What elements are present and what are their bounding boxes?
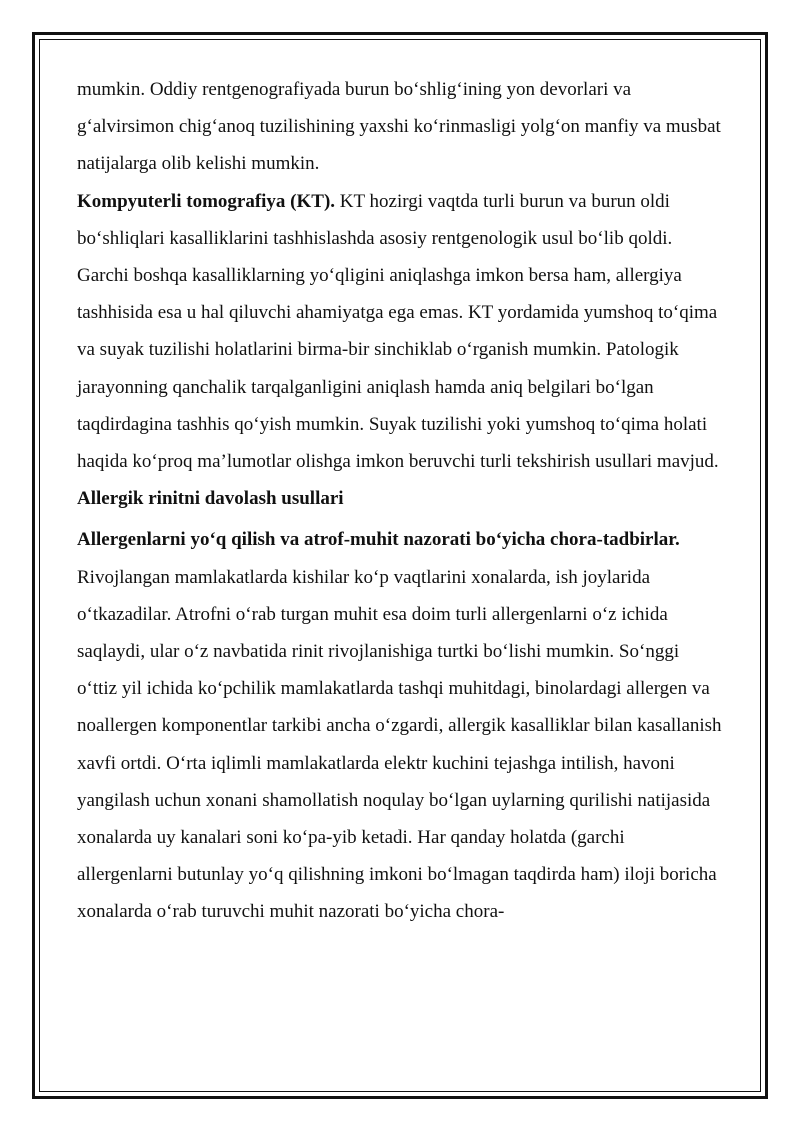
paragraph-ct <box>77 183 723 481</box>
paragraph-text: KT hozirgi vaqtda turli burun va burun oldi bo‘shliqlari kasalliklarini tashhislashda asosiy rentgenologik usul bo‘lib qoldi. Garchi boshqa kasalliklarning yo‘qligini aniqlashga imkon bersa ham, allergiya tashhisida esa u hal qiluvchi ahamiyatga ega emas. KT yordamida yumshoq to‘qima va suyak tuzilishi holatlarini birma-bir sinchiklab o‘rganish mumkin. Patologik jarayonning qanchalik tarqalganligini aniqlash hamda aniq belgilari bo‘lgan taqdirdagina tashhis qo‘yish mumkin. Suyak tuzilishi yoki yumshoq to‘qima holati haqida ko‘proq ma’lumotlar olishga imkon beruvchi turli tekshirish usullari mavjud. <box>77 190 719 473</box>
paragraph-lead-ct: Kompyuterli tomografiya (KT). <box>77 190 336 212</box>
document-body <box>77 71 723 931</box>
paragraph-allergen-control <box>77 521 723 930</box>
paragraph-text: mumkin. Oddiy rentgenografiyada burun bo‘shlig‘ining yon devorlari va g‘alvirsimon chig‘anoq tuzilishining yaxshi ko‘rinmasligi yolg‘on manfiy va musbat natijalarga olib kelishi mumkin. <box>77 79 721 175</box>
section-heading-treatment: Allergik rinitni davolash usullari <box>77 488 344 510</box>
paragraph-text: Rivojlangan mamlakatlarda kishilar ko‘p vaqtlarini xonalarda, ish joylarida o‘tkazadilar. Atrofni o‘rab turgan muhit esa doim turli allergenlarni o‘z ichida saqlaydi, ular o‘z navbatida rinit rivojlanishiga turtki bo‘lishi mumkin. So‘nggi o‘ttiz yil ichida ko‘pchilik mamlakatlarda tashqi muhitdagi, binolardagi allergen va noallergen komponentlar tarkibi ancha o‘zgardi, allergik kasalliklar bilan kasallanish xavfi ortdi. O‘rta iqlimli mamlakatlarda elektr kuchini tejashga intilish, havoni yangilash uchun xonani shamollatish noqulay bo‘lgan uylarning qurilishi natijasida xonalarda uy kanalari soni ko‘pa-yib ketadi. Har qanday holatda (garchi allergenlarni butunlay yo‘q qilishning imkoni bo‘lmagan taqdirda ham) iloji boricha xonalarda o‘rab turuvchi muhit nazorati bo‘yicha chora- <box>77 566 722 923</box>
paragraph-radiography <box>77 71 723 183</box>
paragraph-lead-allergen-control: Allergenlarni yo‘q qilish va atrof-muhit nazorati bo‘yicha chora-tadbirlar. <box>77 529 680 551</box>
